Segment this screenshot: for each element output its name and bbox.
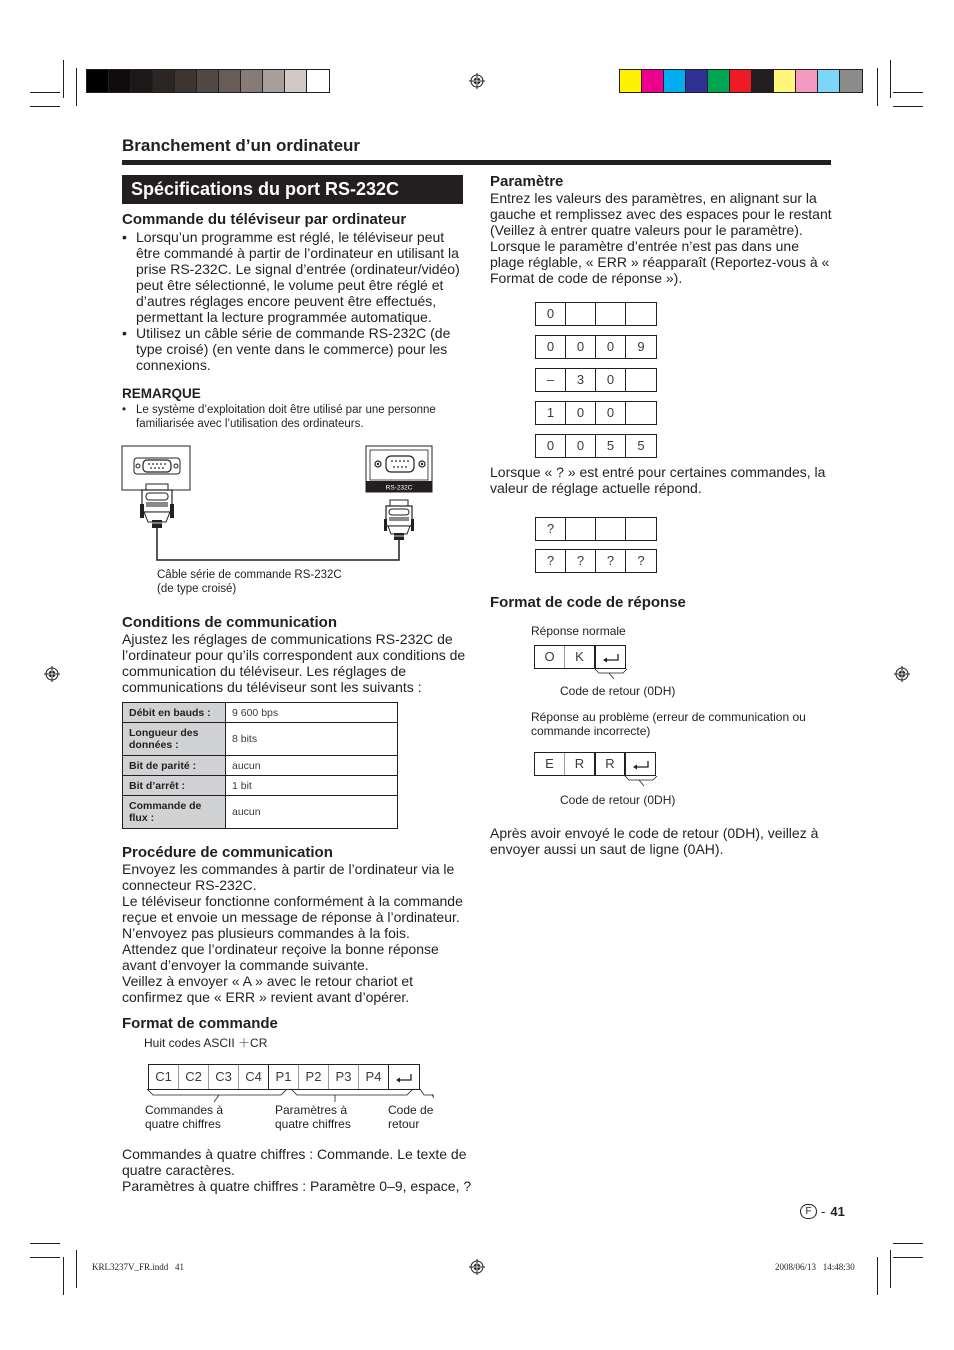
question-text: Lorsque « ? » est entré pour certaines commandes, la valeur de réglage actuelle répond. (490, 464, 826, 496)
crop-mark (30, 1243, 60, 1244)
char-cell (626, 518, 656, 540)
crop-mark (893, 1257, 923, 1258)
return-cell (389, 1065, 419, 1089)
crop-mark (893, 106, 923, 107)
list-item: • Utilisez un câble série de commande RS-232C (de type croisé) (en vente dans le commerce) pour les connexions. (122, 325, 464, 373)
footer-timestamp: 2008/06/13 14:48:30 (775, 1262, 855, 1272)
char-cell: ? (536, 518, 566, 540)
crop-mark (890, 1250, 891, 1288)
color-swatch (285, 70, 307, 92)
char-cell: ? (536, 550, 566, 572)
parameter-example-row (535, 517, 657, 541)
heading-procedure: Procédure de communication (122, 844, 333, 861)
color-swatch (109, 70, 131, 92)
return-brace (594, 668, 628, 680)
char-cell (566, 518, 596, 540)
cable-plug-icon (140, 484, 174, 528)
char-cell: P3 (329, 1065, 359, 1089)
setting-name: Bit de parité : (123, 756, 226, 776)
crop-mark (30, 106, 60, 107)
table-row (123, 756, 398, 776)
char-cell: R (565, 753, 595, 775)
heading-format-commande: Format de commande (122, 1015, 278, 1032)
char-cell: ? (637, 553, 645, 568)
setting-name: Débit en bauds : (123, 703, 226, 723)
ok-response-boxes (534, 645, 626, 669)
crop-mark (63, 1257, 64, 1295)
char-cell: 5 (637, 438, 645, 453)
char-cell: 3 (566, 369, 596, 391)
char-cell (626, 402, 656, 424)
format-subtitle: Huit codes ASCII ＋CR (144, 1036, 268, 1050)
crop-mark (76, 1250, 77, 1288)
crop-mark (890, 60, 891, 98)
footer-filename: KRL3237V_FR.indd 41 (92, 1262, 185, 1272)
color-swatch (175, 70, 197, 92)
setting-value: 1 bit (226, 776, 398, 796)
command-format-boxes (148, 1064, 420, 1090)
heading-remarque: REMARQUE (122, 386, 201, 401)
color-swatch (774, 70, 796, 92)
cable-caption: Câble série de commande RS-232C (de type croisé) (157, 569, 342, 595)
parameter-example-row (535, 434, 657, 458)
char-cell: 0 (566, 435, 596, 457)
registration-mark-icon (894, 666, 910, 682)
char-cell: O (535, 646, 565, 668)
char-cell: 0 (536, 435, 566, 457)
char-cell: R (595, 753, 625, 775)
label-commands: Commandes à quatre chiffres (145, 1103, 224, 1131)
normal-return-caption: Code de retour (0DH) (560, 684, 676, 698)
procedure-text: Envoyez les commandes à partir de l’ordinateur via le connecteur RS-232C. Le téléviseur fonctionne conformément à la commande reçue et envoie un message de réponse à l’ordinateur. N’envoyez pas plusieurs commandes à la fois. Attendez que l’ordinateur reçoive la bonne réponse avant d’envoyer la commande suivante. Veillez à envoyer « A » avec le retour chariot et confirmez que « ERR » revient avant d’opérer. (122, 861, 463, 1005)
color-swatch (840, 70, 862, 92)
cable-plug-icon (384, 500, 414, 540)
format-braces (144, 1088, 434, 1104)
setting-value: aucun (226, 756, 398, 776)
char-cell: P1 (269, 1065, 299, 1089)
setting-value: 9 600 bps (226, 703, 398, 723)
table-row (123, 796, 398, 829)
list-item: • Lorsqu’un programme est réglé, le téléviseur peut être commandé à partir de l’ordinateur en utilisant la prise RS-232C. Le signal d’entrée (ordinateur/vidéo) peut être sélectionné, le volume peut être réglé et d’autres réglages encore peuvent être effectués, permettant la lecture programmée automatique. (122, 229, 464, 325)
color-swatch (796, 70, 818, 92)
remarque-bullet-list (122, 403, 467, 431)
communication-settings-table (122, 702, 398, 829)
char-cell: K (565, 646, 595, 668)
serial-cable (157, 528, 399, 560)
char-cell: ? (596, 550, 626, 572)
crop-mark (30, 1257, 60, 1258)
char-cell: C1 (149, 1065, 179, 1089)
page-number: F - 41 (800, 1204, 845, 1219)
color-swatch (664, 70, 686, 92)
color-swatch (263, 70, 285, 92)
color-swatch (153, 70, 175, 92)
setting-value: 8 bits (226, 723, 398, 756)
setting-name: Bit d’arrêt : (123, 776, 226, 796)
char-cell: 5 (596, 435, 626, 457)
table-row (123, 776, 398, 796)
char-cell (596, 518, 626, 540)
label-return: Code de retour (388, 1103, 434, 1131)
table-row (123, 703, 398, 723)
crop-mark (63, 60, 64, 98)
label-params: Paramètres à quatre chiffres (275, 1103, 351, 1131)
crop-mark (893, 1243, 923, 1244)
err-response-boxes (534, 752, 656, 776)
char-cell: 0 (596, 336, 626, 358)
color-swatch (219, 70, 241, 92)
char-cell: 0 (566, 402, 596, 424)
color-swatch (730, 70, 752, 92)
section-header: Branchement d’un ordinateur (122, 136, 361, 155)
char-cell: 9 (637, 339, 645, 354)
color-swatch (307, 70, 329, 92)
after-return-text: Après avoir envoyé le code de retour (0DH), veillez à envoyer aussi un saut de ligne (0AH). (490, 825, 819, 857)
heading-parametre: Paramètre (490, 173, 564, 190)
page-number-value: 41 (830, 1204, 845, 1219)
language-badge: F (800, 1204, 817, 1219)
error-return-caption: Code de retour (0DH) (560, 793, 676, 807)
char-cell: 0 (536, 303, 566, 325)
heading-commande: Commande du téléviseur par ordinateur (122, 211, 407, 228)
color-swatch (620, 70, 642, 92)
color-swatch (686, 70, 708, 92)
char-cell: 0 (566, 336, 596, 358)
color-swatch (131, 70, 153, 92)
computer-port-icon (122, 446, 190, 490)
char-cell (596, 303, 626, 325)
char-cell: E (535, 753, 565, 775)
table-row (123, 723, 398, 756)
char-cell: ? (566, 550, 596, 572)
normal-response-label: Réponse normale (531, 624, 626, 638)
return-brace (624, 775, 658, 787)
error-response-label: Réponse au problème (erreur de communication ou commande incorrecte) (531, 710, 806, 738)
color-swatch (241, 70, 263, 92)
setting-name: Commande de flux : (123, 796, 226, 829)
registration-mark-icon (44, 666, 60, 682)
setting-name: Longueur des données : (123, 723, 226, 756)
color-swatch (818, 70, 840, 92)
heading-format-reponse: Format de code de réponse (490, 594, 686, 611)
parameter-example-row (535, 335, 657, 359)
char-cell: C3 (209, 1065, 239, 1089)
char-cell: 1 (536, 402, 566, 424)
return-cell (625, 753, 655, 775)
tv-port-label: RS-232C (385, 484, 413, 492)
crop-mark (30, 92, 60, 93)
conditions-text: Ajustez les réglages de communications RS-232C de l’ordinateur pour qu’ils correspondent aux conditions de communication du téléviseur. Les réglages de communications du téléviseur sont les suivants : (122, 631, 466, 695)
crop-mark (877, 68, 878, 106)
parameter-example-row (535, 368, 657, 392)
commande-bullet-list (122, 229, 464, 373)
parameter-example-row (535, 549, 657, 573)
registration-mark-icon (469, 73, 485, 89)
carriage-return-icon (602, 653, 620, 663)
parametre-text: Entrez les valeurs des paramètres, en alignant sur la gauche et remplissez avec des espaces pour le restant (Veillez à entrer quatre valeurs pour le paramètre). Lorsque le paramètre d’entrée n’est pas dans une plage réglable, « ERR » réapparaît (Reportez-vous à « Format de code de réponse »). (490, 190, 832, 286)
registration-mark-icon (469, 1259, 485, 1275)
parameter-example-row (535, 302, 657, 326)
color-calibration-bar (619, 69, 863, 93)
parameter-example-row (535, 401, 657, 425)
char-cell (566, 303, 596, 325)
char-cell: P2 (299, 1065, 329, 1089)
char-cell: 0 (596, 402, 626, 424)
color-swatch (197, 70, 219, 92)
color-swatch (642, 70, 664, 92)
char-cell: 0 (596, 369, 626, 391)
char-cell (626, 369, 656, 391)
color-swatch (752, 70, 774, 92)
page-title: Spécifications du port RS-232C (122, 175, 463, 204)
crop-mark (76, 68, 77, 106)
tv-rs232c-port-icon (366, 446, 432, 492)
char-cell: 0 (536, 336, 566, 358)
connection-diagram (118, 442, 438, 572)
char-cell: C4 (239, 1065, 269, 1089)
char-cell (626, 303, 656, 325)
char-cell: C2 (179, 1065, 209, 1089)
format-note-1: Commandes à quatre chiffres : Commande. Le texte de quatre caractères. (122, 1146, 467, 1178)
char-cell: – (536, 369, 566, 391)
color-swatch (87, 70, 109, 92)
list-item: • Le système d’exploitation doit être utilisé par une personne familiarisée avec l’utilisation des ordinateurs. (122, 403, 467, 431)
heading-conditions: Conditions de communication (122, 614, 338, 631)
return-cell (595, 646, 625, 668)
carriage-return-icon (395, 1073, 413, 1083)
color-swatch (708, 70, 730, 92)
carriage-return-icon (632, 760, 650, 770)
grayscale-calibration-bar (86, 69, 330, 93)
format-note-2: Paramètres à quatre chiffres : Paramètre 0–9, espace, ? (122, 1178, 472, 1194)
char-cell: P4 (359, 1065, 389, 1089)
crop-mark (893, 92, 923, 93)
crop-mark (877, 1257, 878, 1295)
setting-value: aucun (226, 796, 398, 829)
section-divider (122, 160, 831, 165)
